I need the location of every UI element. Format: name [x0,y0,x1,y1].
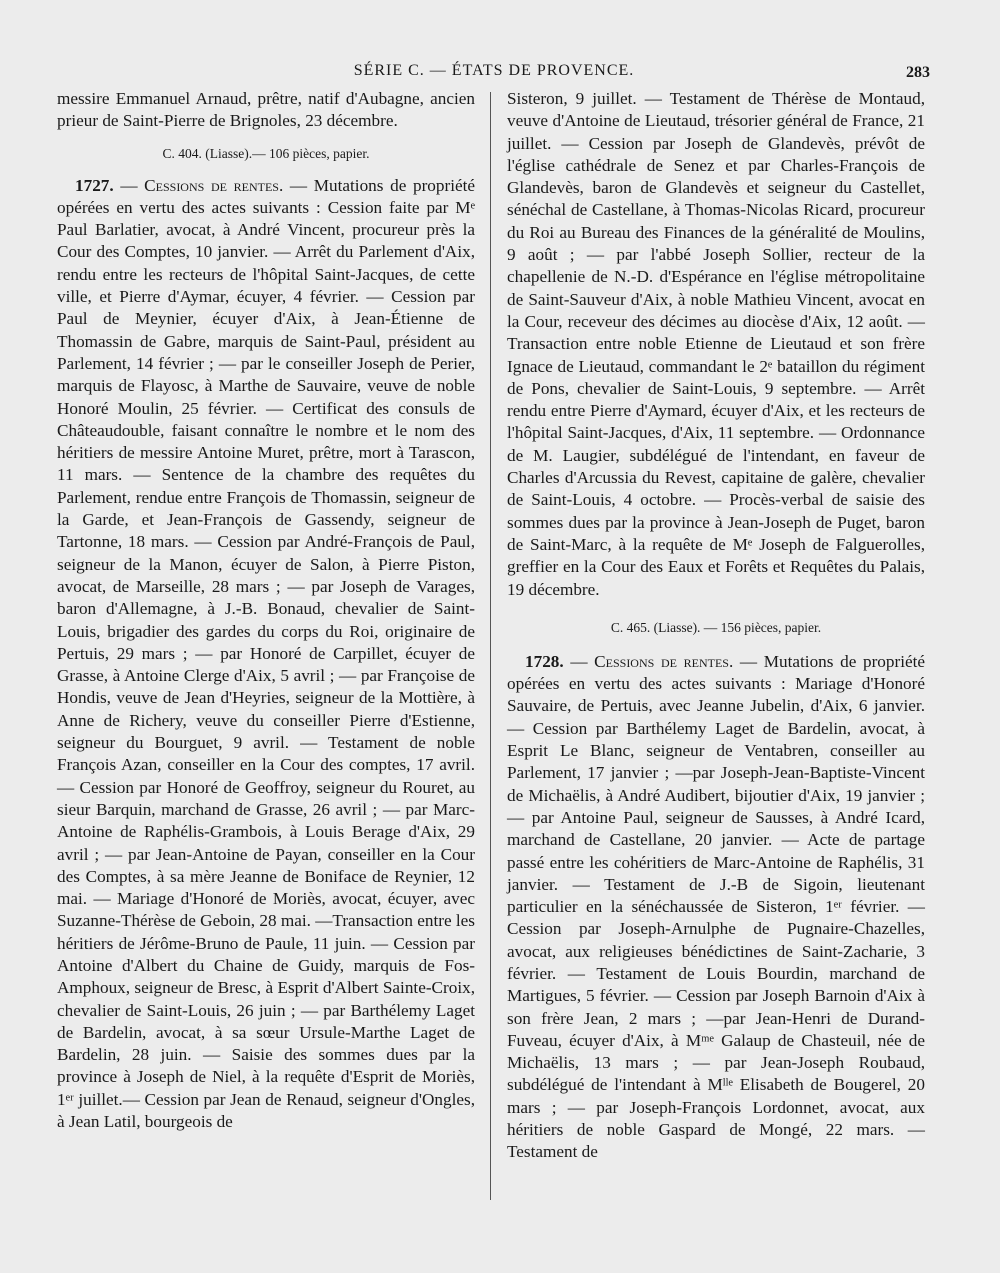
right-continuation-text: Sisteron, 9 juillet. — Testament de Thérèse de Montaud, veuve d'Antoine de Lieutaud, trésorier général de France, 21 juillet. — Cession par Joseph de Glandevès, prévôt de l'église cathédrale de Senez et par Charles-François de Glandevès, baron de Glandevès et seigneur du Castellet, sénéchal de Castellane, à Thomas-Nicolas Ricard, procureur du Roi au Bureau des Finances de la généralité de Moulins, 9 août ; — par l'abbé Joseph Sollier, recteur de la chapellenie de N.-D. d'Espérance en l'église métropolitaine de Saint-Sauveur d'Aix, à noble Mathieu Vincent, avocat en la Cour, receveur des décimes au diocèse d'Aix, 12 août. — Transaction entre noble Etienne de Lieutaud et son frère Ignace de Lieutaud, commandant le 2ᵉ bataillon du régiment de Pons, chevalier de Saint-Louis, 9 septembre. — Arrêt rendu entre Pierre d'Aymard, écuyer d'Aix, et les recteurs de l'hôpital Saint-Jacques, d'Aix, 11 septembre. — Ordonnance de M. Laugier, subdélégué de l'intendant, en faveur de Charles d'Arcussia du Revest, capitaine de galère, chevalier de Saint-Louis, 4 octobre. — Procès-verbal de saisie des sommes dues par la province à Jean-Joseph de Puget, baron de Saint-Marc, à la requête de Mᵉ Joseph de Falguerolles, greffier en la Cour des Eaux et Forêts et Requêtes du Palais, 19 décembre. [507,89,925,599]
left-continuation-text: messire Emmanuel Arnaud, prêtre, natif d'Aubagne, ancien prieur de Saint-Pierre de Brignoles, 23 décembre. [57,89,475,131]
right-entry-year: 1728. [525,651,564,671]
left-entry: 1727. — Cessions de rentes. — Mutations de propriété opérées en vertu des actes suivants : Cession faite par Mᵉ Paul Barlatier, avocat, à André Vincent, procureur près la Cour des Comptes, 10 janvier. — Arrêt du Parlement d'Aix, rendu entre les recteurs de l'hôpital Saint-Jacques, de cette ville, et Pierre d'Aymar, écuyer, 4 février. — Cession par Paul de Meynier, écuyer d'Aix, à Jean-Étienne de Thomassin de Gabre, marquis de Saint-Paul, président au Parlement, 14 février ; — par le conseiller Joseph de Perier, marquis de Flayosc, à Marthe de Sauvaire, veuve de noble Honoré Moulin, 25 février. — Certificat des consuls de Châteaudouble, faisant connaître le nombre et le nom des héritiers de messire Antoine Muret, prêtre, mort à Tarascon, 11 mars. — Sentence de la chambre des requêtes du Parlement, rendue entre François de Thomassin, seigneur de la Garde, et Jean-François de Gassendy, seigneur de Tartonne, 18 mars. — Cession par André-François de Paul, seigneur de la Manon, écuyer de Salon, à Pierre Piston, avocat, de Marseille, 28 mars ; — par Joseph de Varages, baron d'Allemagne, à J.-B. Bonaud, chevalier de Saint-Louis, brigadier des gardes du corps du Roi, originaire de Pertuis, 29 mars ; — par Honoré de Carpillet, écuyer de Grasse, à Antoine Clerge d'Aix, 5 avril ; — par Françoise de Hondis, veuve de Jean d'Heyries, seigneur de la Mottière, à Anne de Richery, veuve du conseiller Pierre d'Estienne, seigneur du Bourguet, 9 avril. — Testament de noble François Azan, conseiller en la Cour des comptes, 17 avril. — Cession par Honoré de Geoffroy, seigneur du Rouret, au sieur Barquin, marchand de Grasse, 26 avril ; — par Marc-Antoine de Raphélis-Grambois, à Louis Berage d'Aix, 29 avril ; — par Jean-Antoine de Payan, conseiller en la Cour des Comptes, à sa mère Jeanne de Boniface de Reynier, 12 mai. — Mariage d'Honoré de Moriès, avocat, écuyer, avec Suzanne-Thérèse de Geboin, 28 mai. —Transaction entre les héritiers de Jérôme-Bruno de Paule, 11 juin. — Cession par Antoine d'Albert du Chaine de Guidy, marquis de Fos-Amphoux, seigneur de Bresc, à Esprit d'Albert Sainte-Croix, chevalier de Saint-Louis, 26 juin ; — par Barthélemy Laget de Bardelin, avocat, à sa sœur Ursule-Marthe Laget de Bardelin, 28 juin. — Saisie des sommes dues par la province à Joseph de Niel, à la requête d'Esprit de Moriès, 1ᵉʳ juillet.— Cession par Jean de Renaud, seigneur d'Ongles, à Jean Latil, bourgeois de [57,175,476,1132]
column-divider [490,92,491,1200]
right-entry-title: Cessions de rentes. [594,651,734,671]
right-entry: 1728. — Cessions de rentes. — Mutations de propriété opérées en vertu des actes suivants : Mariage d'Honoré Sauvaire, de Pertuis, avec Jeanne Jubelin, d'Aix, 6 janvier. — Cession par Barthélemy Laget de Bardelin, avocat, à Esprit Le Blanc, seigneur de Ventabren, conseiller au Parlement, 17 janvier ; —par Joseph-Jean-Baptiste-Vincent de Michaëlis, à André Audibert, bijoutier d'Aix, 19 janvier ; — par Antoine Paul, seigneur de Sausses, à André Icard, marchand de Castellane, 20 janvier. — Acte de partage passé entre les cohéritiers de Marc-Antoine de Raphélis, 31 janvier. — Testament de J.-B de Sigoin, lieutenant particulier en la sénéchaussée de Sisteron, 1ᵉʳ février. — Cession par Joseph-Arnulphe de Pugnaire-Chazelles, avocat, aux religieuses bénédictines de Saint-Zacharie, 3 février. — Testament de Louis Bourdin, marchand de Martigues, 5 février. — Cession par Joseph Barnoin d'Aix à son frère Jean, 2 mars ; —par Jean-Henri de Durand-Fuveau, écuyer d'Aix, à Mᵐᵉ Galaup de Chasteuil, née de Michaëlis, 13 mars ; — par Jean-Joseph Roubaud, subdélégué de l'intendant à Mˡˡᵉ Elisabeth de Bougerel, 20 mars ; — par Joseph-François Lordonnet, avocat, aux héritiers de noble Gaspard de Mongé, 22 mars. — Testament de [507,651,926,1162]
left-archive-reference: C. 404. (Liasse).— 106 pièces, papier. [162,145,370,161]
left-entry-title: Cessions de rentes. [144,175,284,195]
left-column [57,88,475,1133]
running-title: SÉRIE C. — ÉTATS DE PROVENCE. [353,62,635,79]
right-archive-reference: C. 465. (Liasse). — 156 pièces, papier. [610,619,822,635]
right-entry-text: Mutations de propriété opérées en vertu des actes suivants : Mariage d'Honoré Sauvaire, de Pertuis, avec Jeanne Jubelin, d'Aix, 6 janvier. — Cession par Barthélemy Laget de Bardelin, avocat, à Esprit Le Blanc, seigneur de Ventabren, conseiller au Parlement, 17 janvier ; —par Joseph-Jean-Baptiste-Vincent de Michaëlis, à André Audibert, bijoutier d'Aix, 19 janvier ; — par Antoine Paul, seigneur de Sausses, à André Icard, marchand de Castellane, 20 janvier. — Acte de partage passé entre les cohéritiers de Marc-Antoine de Raphélis, 31 janvier. — Testament de J.-B de Sigoin, lieutenant particulier en la sénéchaussée de Sisteron, 1ᵉʳ février. — Cession par Joseph-Arnulphe de Pugnaire-Chazelles, avocat, aux religieuses bénédictines de Saint-Zacharie, 3 février. — Testament de Louis Bourdin, marchand de Martigues, 5 février. — Cession par Joseph Barnoin d'Aix à son frère Jean, 2 mars ; —par Jean-Henri de Durand-Fuveau, écuyer d'Aix, à Mᵐᵉ Galaup de Chasteuil, née de Michaëlis, 13 mars ; — par Jean-Joseph Roubaud, subdélégué de l'intendant à Mˡˡᵉ Elisabeth de Bougerel, 20 mars ; — par Joseph-François Lordonnet, avocat, aux héritiers de noble Gaspard de Mongé, 22 mars. — Testament de [507,651,926,1162]
page-header [58,62,930,84]
page-number: 283 [906,64,930,81]
left-entry-year: 1727. [75,175,114,195]
left-entry-text: Mutations de propriété opérées en vertu des actes suivants : Cession faite par Mᵉ Paul Barlatier, avocat, à André Vincent, procureur près la Cour des Comptes, 10 janvier. — Arrêt du Parlement d'Aix, rendu entre les recteurs de l'hôpital Saint-Jacques, de cette ville, et Pierre d'Aymar, écuyer, 4 février. — Cession par Paul de Meynier, écuyer d'Aix, à Jean-Étienne de Thomassin de Gabre, marquis de Saint-Paul, président au Parlement, 14 février ; — par le conseiller Joseph de Perier, marquis de Flayosc, à Marthe de Sauvaire, veuve de noble Honoré Moulin, 25 février. — Certificat des consuls de Châteaudouble, faisant connaître le nombre et le nom des héritiers de messire Antoine Muret, prêtre, mort à Tarascon, 11 mars. — Sentence de la chambre des requêtes du Parlement, rendue entre François de Thomassin, seigneur de la Garde, et Jean-François de Gassendy, seigneur de Tartonne, 18 mars. — Cession par André-François de Paul, seigneur de la Manon, écuyer de Salon, à Pierre Piston, avocat, de Marseille, 28 mars ; — par Joseph de Varages, baron d'Allemagne, à J.-B. Bonaud, chevalier de Saint-Louis, brigadier des gardes du corps du Roi, originaire de Pertuis, 29 mars ; — par Honoré de Carpillet, écuyer de Grasse, à Antoine Clerge d'Aix, 5 avril ; — par Françoise de Hondis, veuve de Jean d'Heyries, seigneur de la Mottière, à Anne de Richery, veuve du conseiller Pierre d'Estienne, seigneur du Bourguet, 9 avril. — Testament de noble François Azan, conseiller en la Cour des comptes, 17 avril. — Cession par Honoré de Geoffroy, seigneur du Rouret, au sieur Barquin, marchand de Grasse, 26 avril ; — par Marc-Antoine de Raphélis-Grambois, à Louis Berage d'Aix, 29 avril ; — par Jean-Antoine de Payan, conseiller en la Cour des Comptes, à sa mère Jeanne de Boniface de Reynier, 12 mai. — Mariage d'Honoré de Moriès, avocat, écuyer, avec Suzanne-Thérèse de Geboin, 28 mai. —Transaction entre les héritiers de Jérôme-Bruno de Paule, 11 juin. — Cession par Antoine d'Albert du Chaine de Guidy, marquis de Fos-Amphoux, seigneur de Bresc, à Esprit d'Albert Sainte-Croix, chevalier de Saint-Louis, 26 juin ; — par Barthélemy Laget de Bardelin, avocat, à sa sœur Ursule-Marthe Laget de Bardelin, 28 juin. — Saisie des sommes dues par la province à Joseph de Niel, à la requête d'Esprit de Moriès, 1ᵉʳ juillet.— Cession par Jean de Renaud, seigneur d'Ongles, à Jean Latil, bourgeois de [57,175,476,1132]
right-column [507,88,925,1164]
